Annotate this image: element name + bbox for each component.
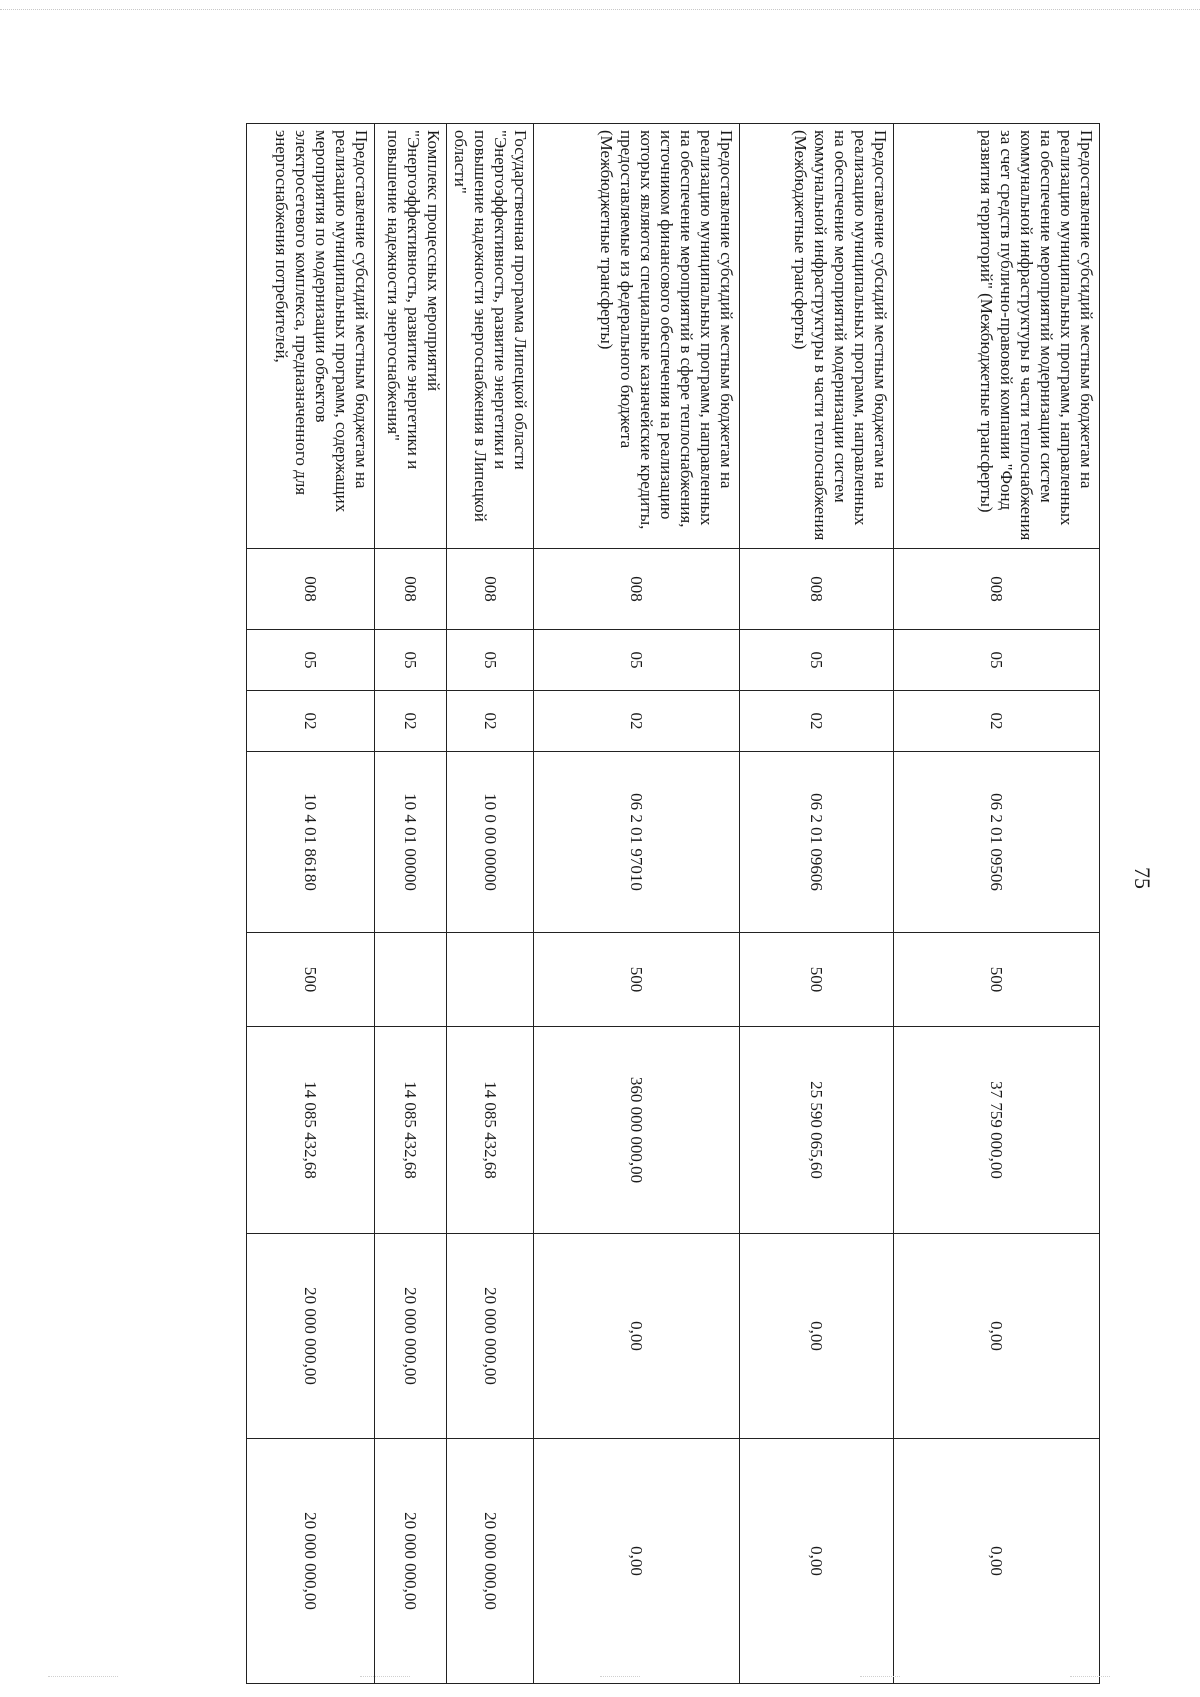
table-row [740,124,894,1684]
page-top-edge [0,9,1200,10]
footer-mark [600,1676,640,1677]
table-body [247,124,1100,1684]
row-vr-cell [375,933,447,1027]
row-sum-year3-cell: 0,00 [740,1439,894,1684]
row-csr-cell: 10 0 00 00000 [447,752,534,933]
table-row [447,124,534,1684]
row-gr-cell: 008 [894,549,1100,630]
row-name-cell: Предоставление субсидий местным бюджетам на реализацию муниципальных программ, направленных на обеспечение мероприятий модернизации систем коммунальной инфраструктуры в части теплоснабжения (Межбюджетные трансферты) [740,124,894,549]
row-vr-cell: 500 [740,933,894,1027]
row-rz-cell: 05 [447,630,534,691]
table-row [375,124,447,1684]
row-sum-year3-cell: 20 000 000,00 [247,1439,375,1684]
row-name-cell: Предоставление субсидий местным бюджетам на реализацию муниципальных программ, содержащих мероприятия по модернизации объектов электросетевого комплекса, предназначенного для энергоснабжения потребителей, [247,124,375,549]
row-sum-year2-cell: 0,00 [534,1234,740,1439]
row-csr-cell: 10 4 01 00000 [375,752,447,933]
row-sum-year3-cell: 0,00 [894,1439,1100,1684]
row-rz-cell: 05 [534,630,740,691]
row-sum-year1-cell: 14 085 432,68 [375,1027,447,1234]
row-sum-year1-cell: 37 759 000,00 [894,1027,1100,1234]
row-gr-cell: 008 [447,549,534,630]
row-csr-cell: 10 4 01 86180 [247,752,375,933]
row-sum-year3-cell: 0,00 [534,1439,740,1684]
row-csr-cell: 06 2 01 09506 [894,752,1100,933]
budget-table [246,123,1100,1684]
footer-mark [860,1676,900,1677]
row-rz-cell: 05 [247,630,375,691]
row-sum-year1-cell: 25 590 065,60 [740,1027,894,1234]
row-vr-cell [447,933,534,1027]
row-csr-cell: 06 2 01 09606 [740,752,894,933]
footer-mark [360,1676,410,1677]
row-sum-year3-cell: 20 000 000,00 [447,1439,534,1684]
row-sum-year1-cell: 360 000 000,00 [534,1027,740,1234]
row-pr-cell: 02 [894,691,1100,752]
row-name-cell: Государственная программа Липецкой области "Энергоэффективность, развитие энергетики и повышение надежности энергоснабжения в Липецкой области" [447,124,534,549]
row-name-cell: Комплекс процессных мероприятий "Энергоэффективность, развитие энергетики и повышение надежности энергоснабжения" [375,124,447,549]
row-name-cell: Предоставление субсидий местным бюджетам на реализацию муниципальных программ, направленных на обеспечение мероприятий в сфере теплоснабжения, источником финансового обеспечения на реализацию которых являются специальные казначейские кредиты, предоставляемые из федерального бюджета (Межбюджетные трансферты) [534,124,740,549]
row-sum-year3-cell: 20 000 000,00 [375,1439,447,1684]
row-rz-cell: 05 [375,630,447,691]
row-pr-cell: 02 [375,691,447,752]
row-rz-cell: 05 [740,630,894,691]
row-vr-cell: 500 [247,933,375,1027]
row-rz-cell: 05 [894,630,1100,691]
row-pr-cell: 02 [247,691,375,752]
page-number: 75 [1130,867,1155,889]
row-vr-cell: 500 [894,933,1100,1027]
row-name-cell: Предоставление субсидий местным бюджетам на реализацию муниципальных программ, направленных на обеспечение мероприятий модернизации систем коммунальной инфраструктуры в части теплоснабжения за счет средств публично-правовой компании "Фонд развития территорий" (Межбюджетные трансферты) [894,124,1100,549]
footer-mark [48,1676,118,1677]
table-row [894,124,1100,1684]
footer-mark [1070,1676,1110,1677]
row-sum-year2-cell: 20 000 000,00 [447,1234,534,1439]
row-csr-cell: 06 2 01 97010 [534,752,740,933]
table-row [247,124,375,1684]
row-sum-year2-cell: 0,00 [894,1234,1100,1439]
rotated-table-area [100,123,1100,1683]
table-row [534,124,740,1684]
row-gr-cell: 008 [534,549,740,630]
row-pr-cell: 02 [534,691,740,752]
row-gr-cell: 008 [740,549,894,630]
row-gr-cell: 008 [247,549,375,630]
row-gr-cell: 008 [375,549,447,630]
row-sum-year1-cell: 14 085 432,68 [247,1027,375,1234]
row-pr-cell: 02 [740,691,894,752]
row-sum-year1-cell: 14 085 432,68 [447,1027,534,1234]
row-sum-year2-cell: 20 000 000,00 [375,1234,447,1439]
row-pr-cell: 02 [447,691,534,752]
row-sum-year2-cell: 0,00 [740,1234,894,1439]
row-sum-year2-cell: 20 000 000,00 [247,1234,375,1439]
row-vr-cell: 500 [534,933,740,1027]
